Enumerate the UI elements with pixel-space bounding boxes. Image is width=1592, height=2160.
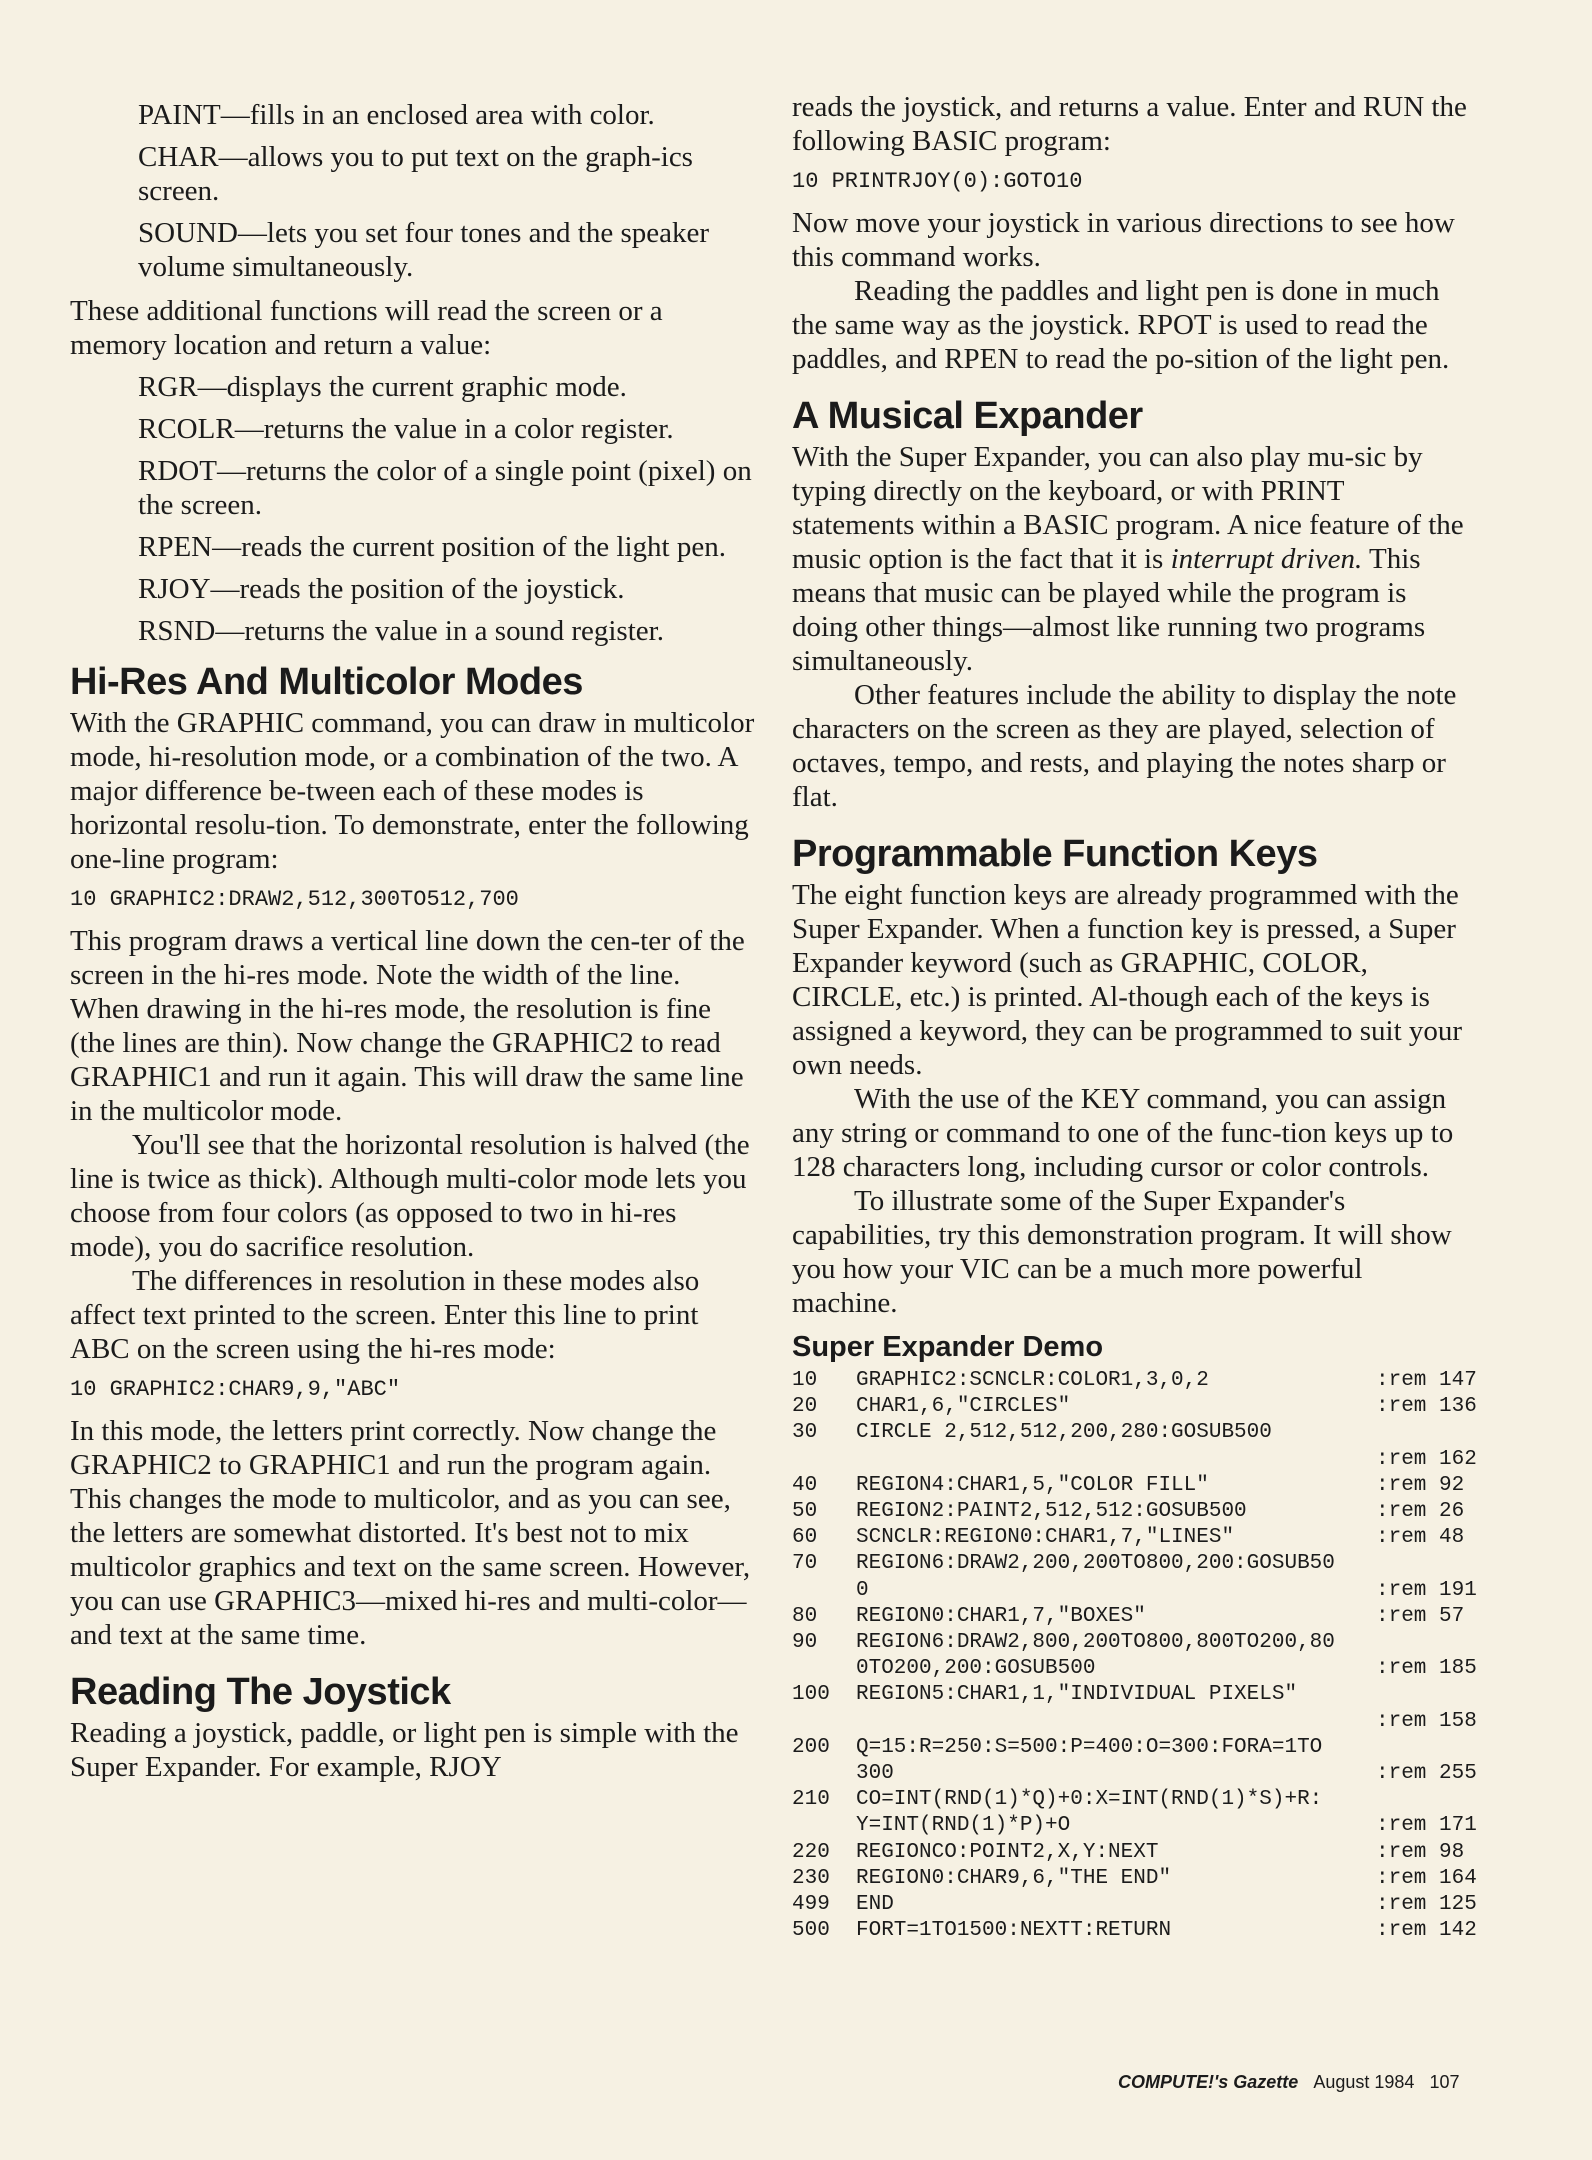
listing-line <box>792 1656 1477 1682</box>
line-checksum: :rem 162 <box>1376 1447 1477 1471</box>
function-rjoy: RJOY—reads the position of the joystick. <box>138 573 625 605</box>
line-number: 40 <box>792 1473 818 1497</box>
line-code: GRAPHIC2:SCNCLR:COLOR1,3,0,2 <box>856 1369 1209 1392</box>
line-number: 500 <box>792 1919 830 1943</box>
line-checksum: :rem 185 <box>1376 1657 1477 1681</box>
line-number: 10 <box>792 1369 818 1392</box>
joystick-code: 10 PRINTRJOY(0):GOTO10 <box>792 169 1083 194</box>
line-number <box>792 1761 856 1787</box>
hires-paragraph-4: The differences in resolution in these modes also affect text printed to the screen. Enter this line to print ABC on the screen using the hi-res mode: <box>70 1265 700 1365</box>
magazine-name: COMPUTE!'s Gazette <box>1118 2072 1299 2092</box>
line-number <box>792 1813 856 1839</box>
function-keys-paragraph-1: The eight function keys are already programmed with the Super Expander. When a function key is pressed, a Super Expander keyword (such as GRAPHIC, COLOR, CIRCLE, etc.) is printed. Al-though each of the keys is assigned a keyword, they can be programmed to suit your own needs. <box>792 879 1463 1081</box>
line-checksum: :rem 158 <box>1376 1709 1477 1733</box>
line-number <box>792 1656 856 1682</box>
line-checksum: :rem 164 <box>1376 1866 1477 1890</box>
hires-paragraph-2: This program draws a vertical line down the cen-ter of the screen in the hi-res mode. Note the width of the line. When drawing in the hi-res mode, the resolution is fine (the lines are thin). Now change the GRAPHIC2 to read GRAPHIC1 and run it again. This will draw the same line in the multicolor mode. <box>70 925 745 1127</box>
line-code: REGION6:DRAW2,800,200TO800,800TO200,80 <box>856 1631 1335 1655</box>
function-rpen: RPEN—reads the current position of the light pen. <box>138 531 726 563</box>
line-code: Q=15:R=250:S=500:P=400:O=300:FORA=1TO <box>856 1735 1323 1759</box>
issue-date: August 1984 <box>1313 2072 1415 2092</box>
listing-line <box>792 1551 1472 1577</box>
line-checksum: :rem 57 <box>1376 1604 1465 1628</box>
function-rsnd: RSND—returns the value in a sound register. <box>138 615 664 647</box>
listing-line <box>792 1682 1472 1708</box>
left-column <box>70 90 756 1784</box>
listing-line <box>792 1918 1477 1944</box>
function-keys-paragraph-3: To illustrate some of the Super Expander's capabilities, try this demonstration program. It will show you how your VIC can be a much more powerful machine. <box>792 1185 1452 1319</box>
function-sound: SOUND—lets you set four tones and the speaker volume simultaneously. <box>138 217 710 283</box>
right-column <box>792 90 1477 1944</box>
function-list-2 <box>138 370 756 648</box>
line-number <box>792 1578 856 1604</box>
line-code: CO=INT(RND(1)*Q)+0:X=INT(RND(1)*S)+R: <box>856 1788 1323 1812</box>
line-code: REGION4:CHAR1,5,"COLOR FILL" <box>856 1473 1209 1497</box>
line-checksum: :rem 98 <box>1376 1840 1465 1864</box>
listing-line <box>792 1499 1472 1525</box>
line-code: 0 <box>856 1578 869 1602</box>
listing-line <box>792 1420 1472 1446</box>
listing-line <box>792 1447 1477 1473</box>
page-footer <box>1118 2072 1459 2093</box>
function-keys-paragraph-2: With the use of the KEY command, you can assign any string or command to one of the func-tion keys up to 128 characters long, including cursor or color controls. <box>792 1083 1454 1183</box>
page-number: 107 <box>1429 2072 1460 2092</box>
line-number: 230 <box>792 1866 830 1890</box>
joystick-paragraph-3: Reading the paddles and light pen is done in much the same way as the joystick. RPOT is used to read the paddles, and RPEN to read the po-sition of the light pen. <box>792 275 1450 375</box>
line-code: REGION2:PAINT2,512,512:GOSUB500 <box>856 1500 1247 1524</box>
line-number: 90 <box>792 1631 818 1655</box>
line-number <box>792 1447 856 1473</box>
line-number <box>792 1709 856 1735</box>
demo-title: Super Expander Demo <box>792 1331 1104 1363</box>
hires-code-1: 10 GRAPHIC2:DRAW2,512,300TO512,700 <box>70 887 519 912</box>
line-number: 70 <box>792 1552 818 1576</box>
hires-paragraph-5: In this mode, the letters print correctly. Now change the GRAPHIC2 to GRAPHIC1 and run the program again. This changes the mode to multicolor, and as you can see, the letters are somewhat distorted. It's best not to mix multicolor graphics and text on the same screen. However, you can use GRAPHIC3—mixed hi-res and multi-color—and text at the same time. <box>70 1415 751 1651</box>
line-code <box>856 1447 1376 1473</box>
line-number: 100 <box>792 1683 830 1707</box>
joystick-paragraph-1-cont: reads the joystick, and returns a value. Enter and RUN the following BASIC program: <box>792 91 1467 157</box>
line-number: 220 <box>792 1840 830 1864</box>
hires-paragraph-1: With the GRAPHIC command, you can draw in multicolor mode, hi-resolution mode, or a combination of the two. A major difference be-tween each of these modes is horizontal resolu-tion. To demonstrate, enter the following one-line program: <box>70 707 755 875</box>
listing-line <box>792 1473 1472 1499</box>
listing-line <box>792 1394 1477 1420</box>
line-code: CHAR1,6,"CIRCLES" <box>856 1395 1071 1419</box>
listing-line <box>792 1813 1477 1839</box>
listing-line <box>792 1787 1472 1813</box>
line-number: 20 <box>792 1395 818 1419</box>
listing-line <box>792 1709 1477 1735</box>
listing-line <box>792 1866 1477 1892</box>
line-checksum: :rem 171 <box>1376 1814 1477 1838</box>
read-functions-intro: These additional functions will read the screen or a memory location and return a value: <box>70 295 663 361</box>
function-char: CHAR—allows you to put text on the graph-ics screen. <box>138 141 693 207</box>
music-heading: A Musical Expander <box>792 395 1143 437</box>
listing-line <box>792 1630 1472 1656</box>
line-checksum: :rem 142 <box>1376 1919 1477 1943</box>
hires-heading: Hi-Res And Multicolor Modes <box>70 661 583 703</box>
line-number: 210 <box>792 1788 830 1812</box>
line-code: 0TO200,200:GOSUB500 <box>856 1657 1096 1681</box>
joystick-heading: Reading The Joystick <box>70 1671 451 1713</box>
line-code: 300 <box>856 1762 894 1786</box>
music-paragraph-1: With the Super Expander, you can also play mu-sic by typing directly on the keyboard, or with PRINT statements within a BASIC program. A nice feature of the music option is the fact that it is interrupt driven. This means that music can be played while the program is doing other things—almost like running two programs simultaneously. <box>792 441 1464 677</box>
listing-line <box>792 1578 1477 1604</box>
listing-line <box>792 1892 1477 1918</box>
program-listing <box>792 1368 1477 1944</box>
listing-line <box>792 1368 1477 1394</box>
line-number: 60 <box>792 1526 818 1550</box>
function-list-1 <box>138 98 756 284</box>
music-paragraph-2: Other features include the ability to display the note characters on the screen as they are played, selection of octaves, tempo, and rests, and playing the notes sharp or flat. <box>792 679 1457 813</box>
function-paint: PAINT—fills in an enclosed area with color. <box>138 99 655 131</box>
listing-line <box>792 1761 1477 1787</box>
function-keys-heading: Programmable Function Keys <box>792 833 1318 875</box>
listing-line <box>792 1735 1472 1761</box>
line-code: REGION6:DRAW2,200,200TO800,200:GOSUB50 <box>856 1552 1335 1576</box>
line-checksum: :rem 147 <box>1376 1369 1477 1392</box>
function-rcolr: RCOLR—returns the value in a color register. <box>138 413 674 445</box>
line-checksum: :rem 191 <box>1376 1578 1477 1602</box>
line-number: 50 <box>792 1500 818 1524</box>
line-code <box>856 1709 1376 1735</box>
line-code: Y=INT(RND(1)*P)+O <box>856 1814 1071 1838</box>
line-checksum: :rem 26 <box>1376 1500 1465 1524</box>
hires-paragraph-3: You'll see that the horizontal resolution is halved (the line is twice as thick). Although multi-color mode lets you choose from four colors (as opposed to two in hi-res mode), you do sacrifice resolution. <box>70 1129 750 1263</box>
line-number: 80 <box>792 1604 818 1628</box>
listing-line <box>792 1604 1472 1630</box>
line-number: 200 <box>792 1735 830 1759</box>
line-code: SCNCLR:REGION0:CHAR1,7,"LINES" <box>856 1526 1235 1550</box>
line-code: FORT=1TO1500:NEXTT:RETURN <box>856 1919 1172 1943</box>
listing-line <box>792 1525 1472 1551</box>
function-rgr: RGR—displays the current graphic mode. <box>138 371 627 403</box>
line-number: 499 <box>792 1893 830 1917</box>
line-checksum: :rem 48 <box>1376 1526 1465 1550</box>
line-code: CIRCLE 2,512,512,200,280:GOSUB500 <box>856 1421 1272 1445</box>
joystick-paragraph-2: Now move your joystick in various directions to see how this command works. <box>792 207 1455 273</box>
line-checksum: :rem 136 <box>1376 1395 1477 1419</box>
listing-line <box>792 1840 1472 1866</box>
line-code: END <box>856 1893 894 1917</box>
line-number: 30 <box>792 1421 818 1445</box>
line-checksum: :rem 125 <box>1376 1893 1477 1917</box>
line-checksum: :rem 92 <box>1376 1473 1465 1497</box>
joystick-paragraph-1: Reading a joystick, paddle, or light pen is simple with the Super Expander. For example, RJOY <box>70 1717 739 1783</box>
line-code: REGION5:CHAR1,1,"INDIVIDUAL PIXELS" <box>856 1683 1298 1707</box>
line-code: REGION0:CHAR9,6,"THE END" <box>856 1866 1172 1890</box>
line-checksum: :rem 255 <box>1376 1762 1477 1786</box>
function-rdot: RDOT—returns the color of a single point (pixel) on the screen. <box>138 455 752 521</box>
line-code: REGIONCO:POINT2,X,Y:NEXT <box>856 1840 1159 1864</box>
hires-code-2: 10 GRAPHIC2:CHAR9,9,"ABC" <box>70 1377 401 1402</box>
line-code: REGION0:CHAR1,7,"BOXES" <box>856 1604 1146 1628</box>
